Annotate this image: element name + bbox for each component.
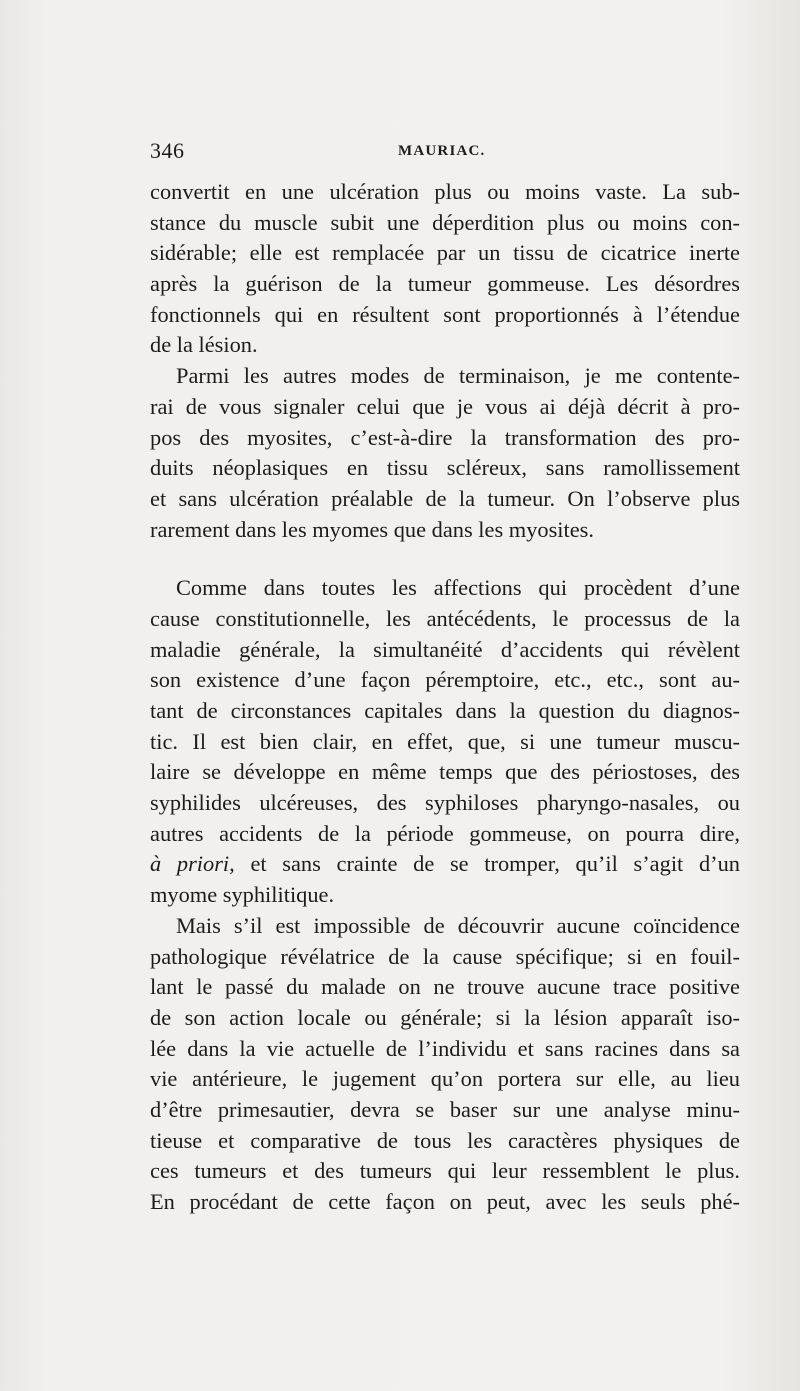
text-line: son existence d’une façon péremptoire, etc., etc., sont au- [150, 667, 740, 693]
text-line: laire se développe en même temps que des périostoses, des [150, 759, 740, 785]
page-header [150, 138, 740, 166]
text-line: rai de vous signaler celui que je vous ai déjà décrit à pro- [150, 393, 740, 419]
paragraph-3 [150, 573, 740, 911]
text-line: et sans ulcération préalable de la tumeur. On l’observe plus [150, 485, 740, 511]
page-number: 346 [150, 138, 185, 163]
text-line: pos des myosites, c’est-à-dire la transformation des pro- [150, 424, 740, 450]
text-line: syphilides ulcéreuses, des syphiloses pharyngo-nasales, ou [150, 790, 740, 816]
text-line: myome syphilitique. [150, 882, 335, 908]
text-line: d’être primesautier, devra se baser sur une analyse minu- [150, 1096, 740, 1122]
text-line: tic. Il est bien clair, en effet, que, si une tumeur muscu- [150, 728, 740, 754]
text-line: cause constitutionnelle, les antécédents, le processus de la [150, 605, 740, 631]
text-line: Comme dans toutes les affections qui procèdent d’une [176, 575, 740, 601]
text-line: sidérable; elle est remplacée par un tissu de cicatrice inerte [150, 240, 740, 266]
text-line: tant de circonstances capitales dans la question du diagnos- [150, 698, 740, 723]
text-line [150, 849, 740, 880]
text-line: ces tumeurs et des tumeurs qui leur ressemblent le plus. [150, 1158, 740, 1184]
body-text [150, 177, 740, 1218]
text-line: Mais s’il est impossible de découvrir aucune coïncidence [176, 912, 740, 938]
paragraph-4 [150, 911, 740, 1218]
italic-phrase: à priori, [150, 851, 235, 877]
text-line: après la guérison de la tumeur gommeuse. Les désordres [150, 271, 740, 297]
paragraph-gap [150, 545, 740, 573]
paragraph-2 [150, 361, 740, 545]
text-line: maladie générale, la simultanéité d’accidents qui révèlent [150, 636, 740, 662]
text-line: tieuse et comparative de tous les caractères physiques de [150, 1127, 740, 1153]
text-line: de la lésion. [150, 332, 258, 358]
text-fragment: et sans crainte de se tromper, qu’il s’agit d’un [250, 851, 740, 877]
text-line: pathologique révélatrice de la cause spécifique; si en fouil- [150, 943, 740, 969]
text-line: En procédant de cette façon on peut, avec les seuls phé- [150, 1189, 740, 1214]
text-line: duits néoplasiques en tissu scléreux, sans ramollissement [150, 455, 740, 481]
text-line: fonctionnels qui en résultent sont proportionnés à l’étendue [150, 301, 740, 327]
text-line: stance du muscle subit une déperdition plus ou moins con- [150, 209, 740, 235]
text-line: autres accidents de la période gommeuse, on pourra dire, [150, 820, 740, 846]
text-line: lant le passé du malade on ne trouve aucune trace positive [150, 974, 740, 1000]
text-line: Parmi les autres modes de terminaison, je me contente- [176, 363, 740, 389]
paragraph-1 [150, 177, 740, 361]
text-line: vie antérieure, le jugement qu’on portera sur elle, au lieu [150, 1066, 740, 1092]
text-line: rarement dans les myomes que dans les myosites. [150, 516, 594, 542]
text-line: convertit en une ulcération plus ou moins vaste. La sub- [150, 179, 740, 204]
text-line: de son action locale ou générale; si la lésion apparaît iso- [150, 1004, 740, 1030]
running-head: MAURIAC. [398, 143, 486, 159]
text-line: lée dans la vie actuelle de l’individu et sans racines dans sa [150, 1035, 740, 1061]
